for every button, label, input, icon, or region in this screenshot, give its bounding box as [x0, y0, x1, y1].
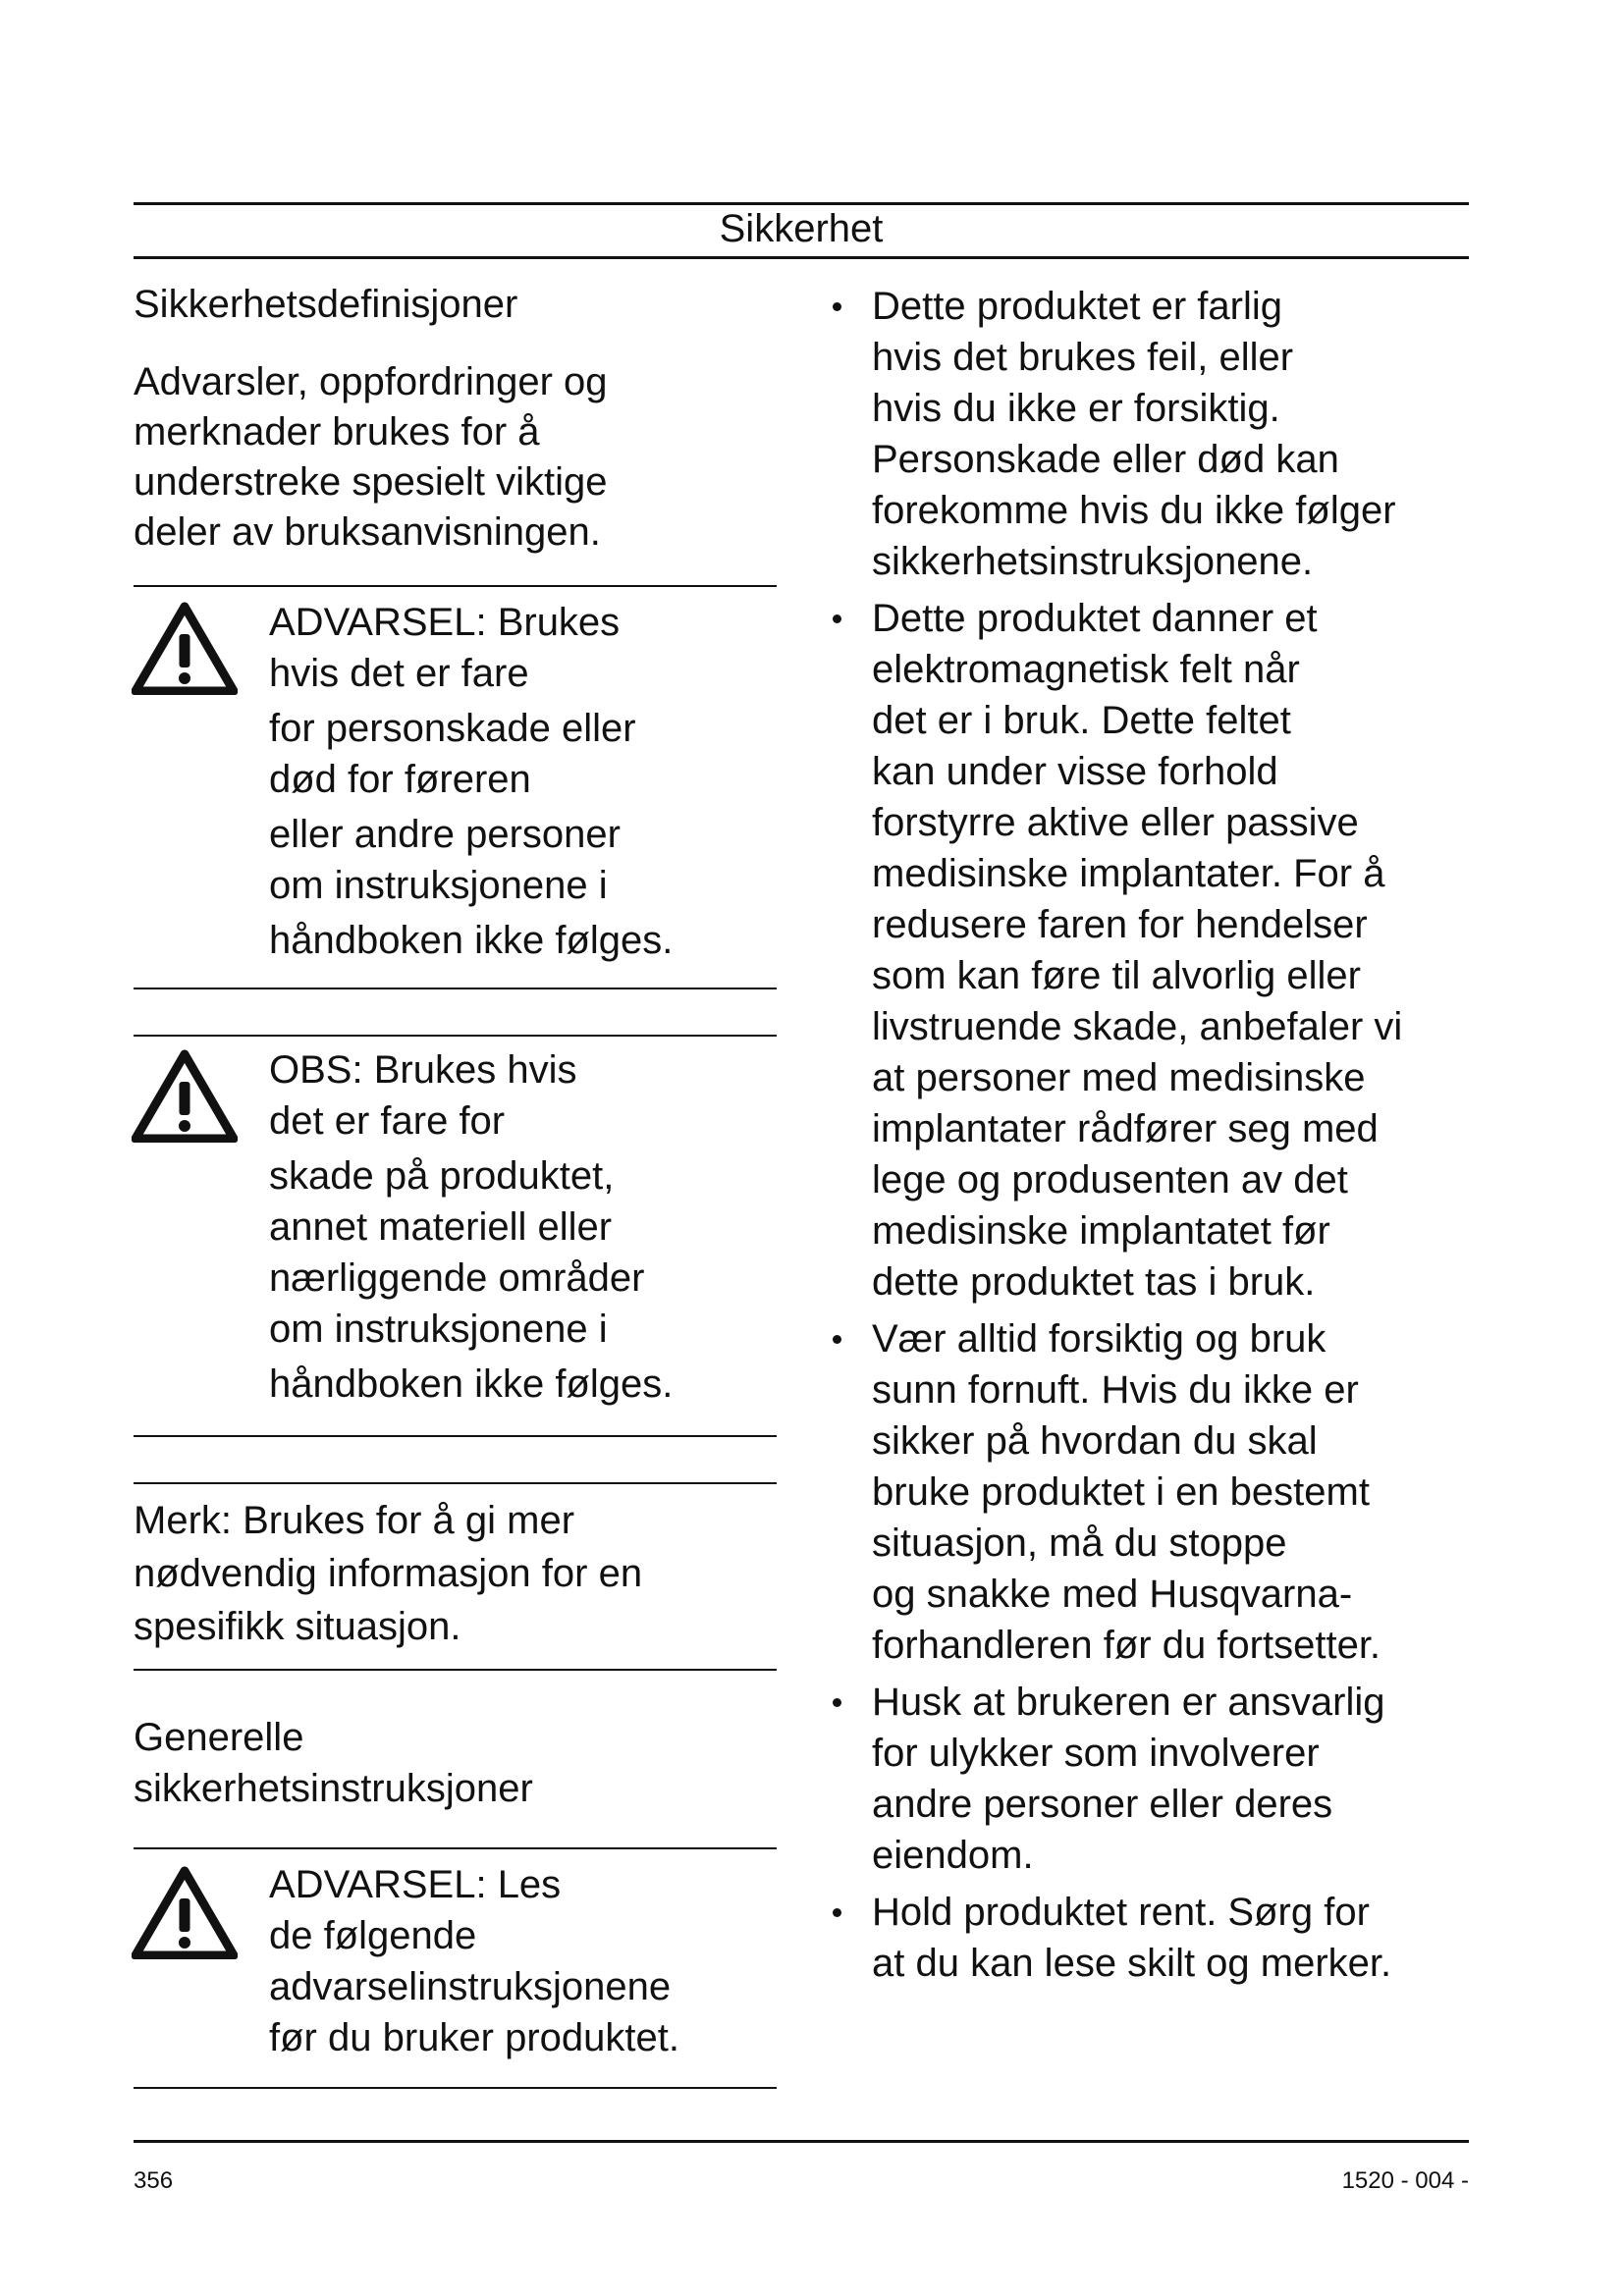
warning-text-line: eller andre personer	[269, 813, 621, 856]
bullet-line: eiendom.	[872, 1834, 1034, 1877]
bullet-line: kan under visse forhold	[872, 750, 1278, 793]
bullet-line: medisinske implantater. For å	[872, 852, 1385, 895]
caution-definition	[269, 1044, 780, 1410]
note-text-line: Brukes for å gi mer	[243, 1499, 575, 1542]
general-warning-line: de følgende	[269, 1914, 477, 1957]
warning-text-line: om instruksjonene i	[269, 864, 608, 907]
bullet-line: bruke produktet i en bestemt	[872, 1470, 1370, 1514]
bullet-dot	[833, 1908, 841, 1917]
warning-text-line: Brukes	[497, 601, 621, 644]
bullet-line: hvis du ikke er forsiktig.	[872, 387, 1280, 430]
bullet-item	[823, 281, 1510, 587]
document-code: 1520 - 004 -	[1341, 2167, 1469, 2194]
bullet-line: Personskade eller død kan	[872, 438, 1339, 481]
divider	[134, 1482, 777, 1484]
general-warning-line: før du bruker produktet.	[269, 2016, 679, 2059]
definitions-heading: Sikkerhetsdefinisjoner	[134, 283, 518, 326]
bullet-line: livstruende skade, anbefaler vi	[872, 1005, 1403, 1048]
divider	[134, 2087, 777, 2089]
bullet-line: sikker på hvordan du skal	[872, 1419, 1318, 1463]
bullet-line: forekomme hvis du ikke følger	[872, 489, 1396, 532]
warning-text-line: for personskade eller	[269, 707, 636, 750]
bullet-line: hvis det brukes feil, eller	[872, 336, 1294, 379]
bullet-line: Dette produktet danner et	[872, 597, 1318, 640]
bullet-line: at personer med medisinske	[872, 1056, 1366, 1099]
bullet-item	[823, 1313, 1510, 1671]
bullet-line: situasjon, må du stoppe	[872, 1522, 1287, 1565]
divider	[134, 1035, 777, 1037]
bullet-line: forstyrre aktive eller passive	[872, 801, 1359, 844]
warning-text-line: hvis det er fare	[269, 652, 529, 695]
divider	[134, 1435, 777, 1437]
note-text-line: spesifikk situasjon.	[134, 1605, 461, 1648]
caution-triangle-icon	[132, 1048, 238, 1143]
bullet-line: for ulykker som involverer	[872, 1732, 1320, 1775]
bullet-line: implantater rådfører seg med	[872, 1107, 1379, 1150]
bullet-dot	[833, 302, 841, 311]
page-title: Sikkerhet	[719, 207, 884, 250]
bullet-line: sunn fornuft. Hvis du ikke er	[872, 1368, 1359, 1412]
bullet-line: dette produktet tas i bruk.	[872, 1260, 1316, 1304]
general-warning-line: advarselinstruksjonene	[269, 1965, 672, 2008]
divider	[134, 1847, 777, 1849]
intro-line: deler av bruksanvisningen.	[134, 510, 601, 554]
warning-triangle-icon	[132, 601, 238, 695]
divider	[134, 585, 777, 587]
footer-rule	[134, 2140, 1469, 2143]
bullet-line: Vær alltid forsiktig og bruk	[872, 1317, 1326, 1361]
page-number: 356	[134, 2167, 174, 2194]
caution-text-line: Brukes hvis	[373, 1048, 577, 1092]
bullet-line: forhandleren før du fortsetter.	[872, 1624, 1381, 1667]
note-definition	[134, 1494, 777, 1653]
warning-label: ADVARSEL:	[269, 601, 487, 644]
note-text-line: nødvendig informasjon for en	[134, 1552, 643, 1595]
bullet-line: Husk at brukeren er ansvarlig	[872, 1681, 1385, 1724]
bullet-line: redusere faren for hendelser	[872, 903, 1368, 946]
caution-text-line: nærliggende områder	[269, 1256, 645, 1300]
bullet-item	[823, 593, 1510, 1308]
caution-text-line: det er fare for	[269, 1099, 506, 1143]
safety-bullet-list	[823, 281, 1510, 1995]
general-warning-line: Les	[497, 1863, 562, 1906]
intro-line: Advarsler, oppfordringer og	[134, 360, 608, 403]
heading-line: sikkerhetsinstruksjoner	[134, 1767, 533, 1810]
bullet-item	[823, 1677, 1510, 1881]
general-warning-label: ADVARSEL:	[269, 1863, 487, 1906]
divider	[134, 1669, 777, 1671]
caution-text-line: skade på produktet,	[269, 1154, 615, 1198]
bullet-line: Dette produktet er farlig	[872, 285, 1282, 328]
intro-line: merknader brukes for å	[134, 410, 540, 454]
bullet-line: elektromagnetisk felt når	[872, 648, 1300, 691]
general-warning	[269, 1859, 780, 2063]
bullet-line: medisinske implantatet før	[872, 1209, 1330, 1253]
bullet-dot	[833, 614, 841, 623]
general-safety-heading	[134, 1712, 533, 1814]
bullet-line: det er i bruk. Dette feltet	[872, 699, 1291, 742]
bullet-line: lege og produsenten av det	[872, 1158, 1348, 1201]
note-label: Merk:	[134, 1499, 232, 1542]
warning-text-line: håndboken ikke følges.	[269, 919, 674, 962]
general-warning-triangle-icon	[132, 1865, 238, 1959]
bullet-item	[823, 1887, 1510, 1989]
bullet-dot	[833, 1335, 841, 1344]
bullet-line: at du kan lese skilt og merker.	[872, 1942, 1392, 1985]
caution-text-line: om instruksjonene i	[269, 1308, 608, 1351]
bullet-line: Hold produktet rent. Sørg for	[872, 1891, 1370, 1934]
warning-definition	[269, 597, 780, 966]
intro-line: understreke spesielt viktige	[134, 460, 608, 504]
caution-label: OBS:	[269, 1048, 363, 1092]
bullet-line: sikkerhetsinstruksjonene.	[872, 540, 1314, 583]
bullet-line: andre personer eller deres	[872, 1783, 1333, 1826]
header-bottom-rule	[134, 256, 1469, 259]
bullet-dot	[833, 1698, 841, 1707]
warning-text-line: død for føreren	[269, 758, 531, 801]
heading-line: Generelle	[134, 1716, 304, 1759]
definitions-intro	[134, 357, 777, 558]
bullet-line: og snakke med Husqvarna-	[872, 1573, 1353, 1616]
bullet-line: som kan føre til alvorlig eller	[872, 954, 1361, 997]
divider	[134, 988, 777, 989]
caution-text-line: håndboken ikke følges.	[269, 1362, 674, 1406]
caution-text-line: annet materiell eller	[269, 1205, 613, 1249]
